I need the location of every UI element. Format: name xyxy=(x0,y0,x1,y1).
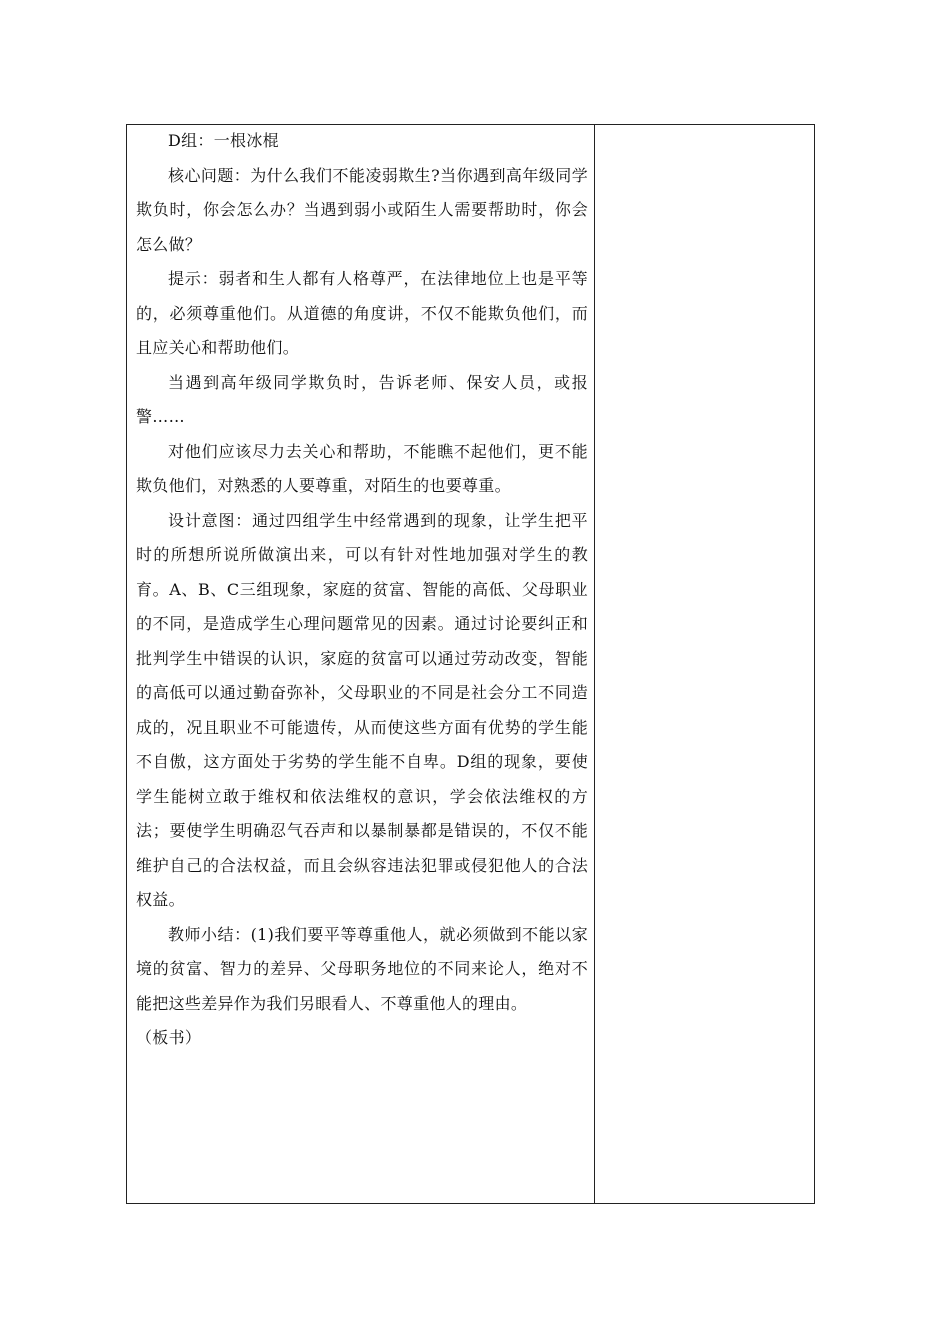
bullying-response-paragraph: 当遇到高年级同学欺负时，告诉老师、保安人员，或报警…… xyxy=(136,372,588,426)
care-paragraph: 对他们应该尽力去关心和帮助，不能瞧不起他们，更不能欺负他们，对熟悉的人要尊重，对陌生的也要尊重。 xyxy=(136,441,588,495)
core-question-paragraph: 核心问题：为什么我们不能凌弱欺生?当你遇到高年级同学欺负时，你会怎么办？当遇到弱小或陌生人需要帮助时，你会怎么做？ xyxy=(136,165,588,254)
notes-cell xyxy=(596,126,813,1202)
column-divider xyxy=(594,124,595,1204)
lesson-content-cell xyxy=(136,124,588,1056)
teacher-summary-paragraph: 教师小结：(1)我们要平等尊重他人，就必须做到不能以家境的贫富、智力的差异、父母职务地位的不同来论人，绝对不能把这些差异作为我们另眼看人、不尊重他人的理由。 xyxy=(136,924,588,1013)
hint-paragraph: 提示：弱者和生人都有人格尊严，在法律地位上也是平等的，必须尊重他们。从道德的角度讲，不仅不能欺负他们，而且应关心和帮助他们。 xyxy=(136,269,588,357)
blackboard-note: （板书） xyxy=(136,1028,202,1047)
design-intent-paragraph: 设计意图：通过四组学生中经常遇到的现象，让学生把平时的所想所说所做演出来，可以有针对性地加强对学生的教育。A、B、C三组现象，家庭的贫富、智能的高低、父母职业的不同，是造成学生心理问题常见的因素。通过讨论要纠正和批判学生中错误的认识，家庭的贫富可以通过劳动改变，智能的高低可以通过勤奋弥补，父母职业的不同是社会分工不同造成的，况且职业不可能遗传，从而使这些方面有优势的学生能不自傲，这方面处于劣势的学生能不自卑。D组的现象，要使学生能树立敢于维权和依法维权的意识，学会依法维权的方法；要使学生明确忍气吞声和以暴制暴都是错误的，不仅不能维护自己的合法权益，而且会纵容违法犯罪或侵犯他人的合法权益。 xyxy=(136,510,588,909)
group-heading: D组：一根冰棍 xyxy=(168,131,279,150)
